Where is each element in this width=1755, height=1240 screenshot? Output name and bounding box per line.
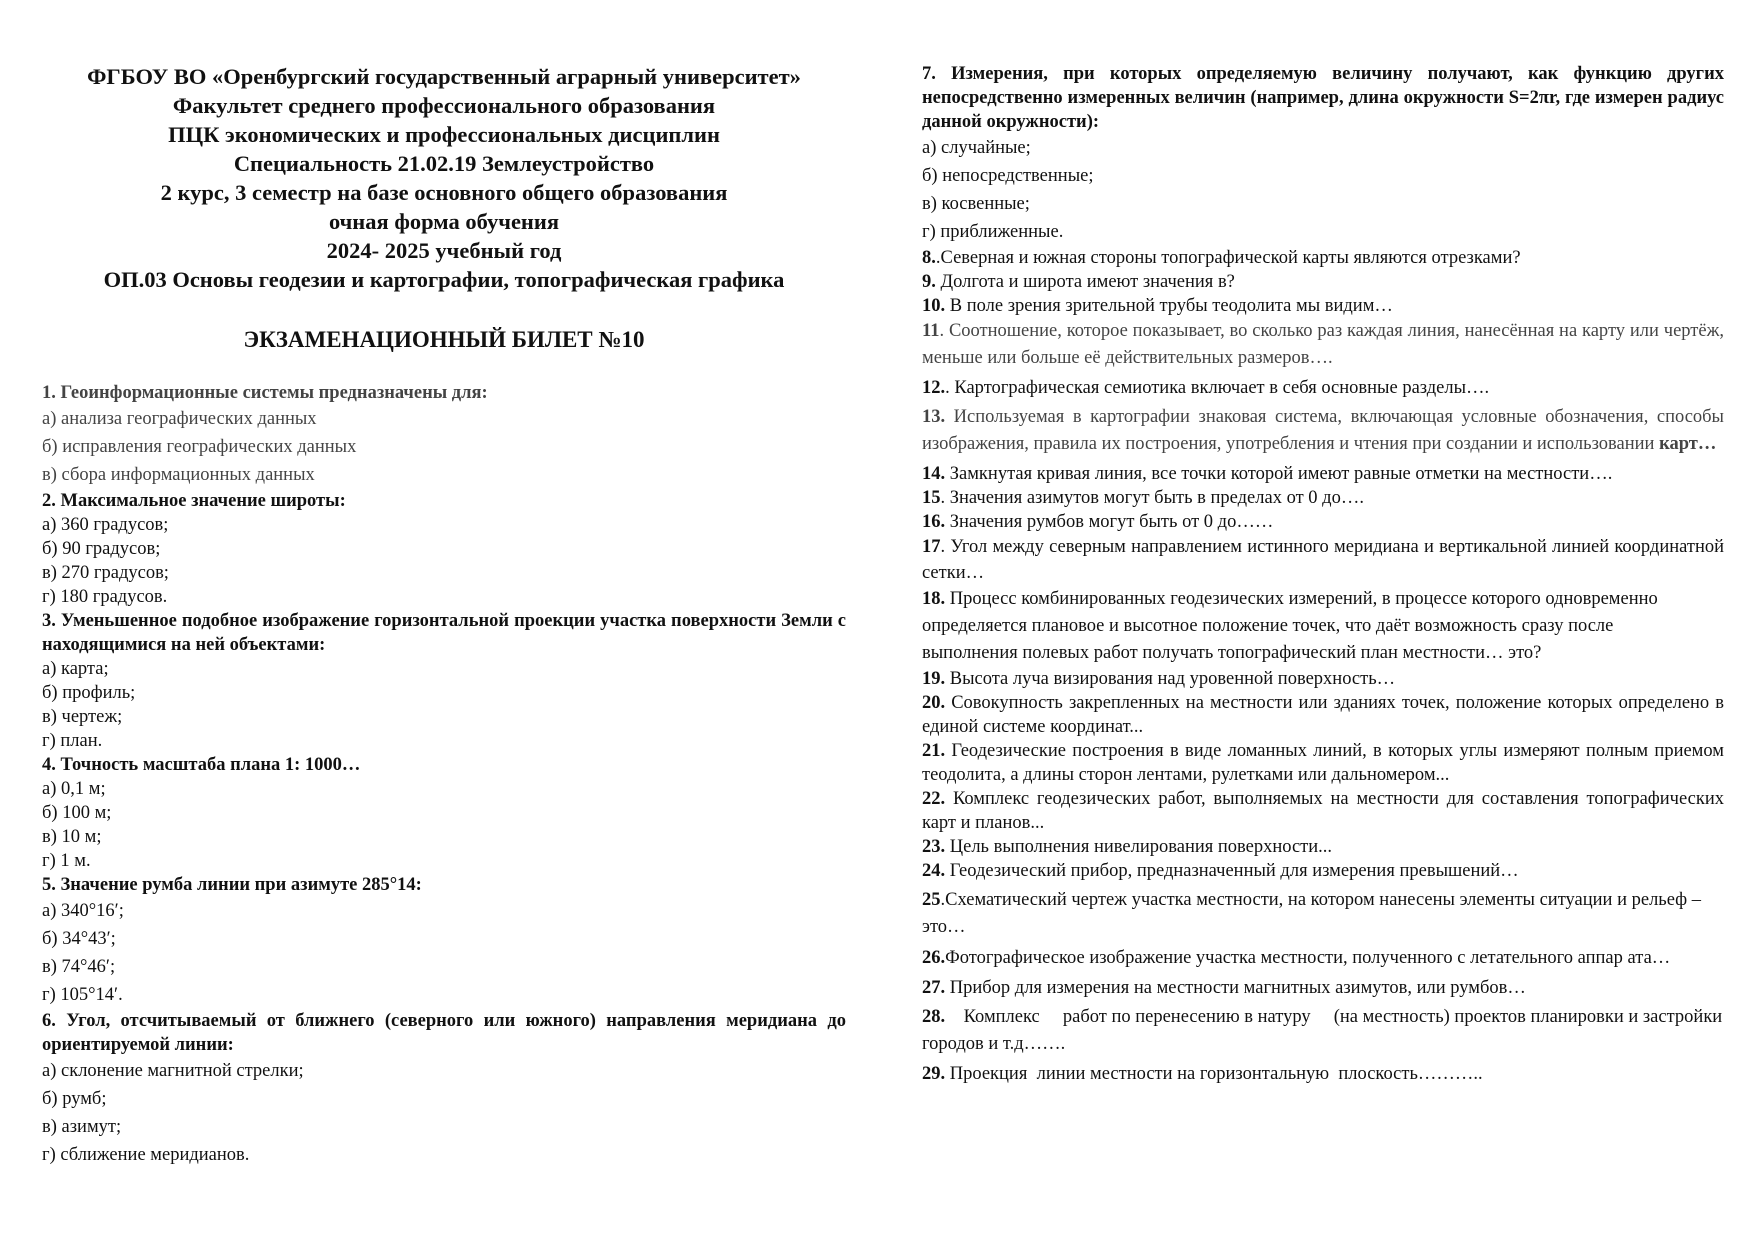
question-number: 18. — [922, 589, 946, 609]
question-7 — [922, 62, 1724, 246]
question-text: Прибор для измерения на местности магнитных азимутов, или румбов… — [945, 978, 1526, 998]
answer-option: в) 270 градусов; — [42, 563, 169, 583]
question-text: .Северная и южная стороны топографической карты являются отрезками? — [935, 248, 1521, 268]
question-6 — [42, 1009, 846, 1169]
answer-option: б) непосредственные; — [922, 166, 1094, 186]
question-number: 19. — [922, 669, 946, 689]
question-number: 16. — [922, 512, 946, 532]
question-number: 29. — [922, 1064, 946, 1084]
question-text: Геодезические построения в виде ломанных линий, в которых углы измеряют полным приемом теодолита, а длины сторон лентами, рулетками или дальномером... — [922, 741, 1724, 785]
answer-option: в) чертеж; — [42, 707, 123, 727]
question-5 — [42, 873, 846, 1009]
question-1 — [42, 381, 846, 489]
question-text: Комплекс геодезических работ, выполняемых на местности для составления топографических карт и планов... — [922, 789, 1724, 833]
answer-option: б) 90 градусов; — [42, 539, 161, 559]
question-text: 3. Уменьшенное подобное изображение горизонтальной проекции участка поверхности Земли с находящимися на ней объектами: — [42, 611, 846, 655]
question-8 — [922, 246, 1724, 270]
header-line: Факультет среднего профессионального образования — [172, 93, 716, 118]
question-15 — [922, 486, 1724, 510]
answer-option: б) исправления географических данных — [42, 437, 357, 457]
question-number: 15 — [922, 488, 941, 508]
answer-option: а) 340°16′; — [42, 901, 124, 921]
question-text: 2. Максимальное значение широты: — [42, 491, 346, 511]
ticket-title: ЭКЗАМЕНАЦИОННЫЙ БИЛЕТ №10 — [243, 327, 645, 352]
answer-option: г) план. — [42, 731, 103, 751]
question-29 — [922, 1062, 1724, 1086]
answer-option: в) сбора информационных данных — [42, 465, 315, 485]
question-number: 22. — [922, 789, 946, 809]
question-text: Процесс комбинированных геодезических измерений, в процессе которого одновременно определяется плановое и высотное положение точек, что даёт возможность сразу после выполнения полевых работ получать топографический план местности… это? — [922, 589, 1658, 663]
question-20 — [922, 691, 1724, 739]
question-text: .Схематический чертеж участка местности, на котором нанесены элементы ситуации и рельеф – это… — [922, 890, 1702, 937]
question-text: Совокупность закрепленных на местности или зданиях точек, положение которых определено в единой системе координат... — [922, 693, 1724, 737]
answer-option: г) приближенные. — [922, 222, 1064, 242]
left-column — [42, 62, 846, 1169]
answer-option: а) случайные; — [922, 138, 1031, 158]
question-28 — [922, 1004, 1727, 1058]
question-24 — [922, 859, 1724, 883]
question-16 — [922, 510, 1724, 534]
answer-option: в) косвенные; — [922, 194, 1030, 214]
right-column — [922, 62, 1727, 1086]
header-line: Специальность 21.02.19 Землеустройство — [233, 151, 655, 176]
question-17 — [922, 534, 1724, 586]
question-number: 24. — [922, 861, 946, 881]
question-text-bold-tail: карт… — [1659, 434, 1717, 454]
question-number: 9. — [922, 272, 936, 292]
answer-option: а) 360 градусов; — [42, 515, 169, 535]
question-23 — [922, 835, 1724, 859]
question-number: 11 — [922, 321, 940, 341]
question-number: 14. — [922, 464, 946, 484]
question-13 — [922, 404, 1724, 458]
answer-option: г) 105°14′. — [42, 985, 123, 1005]
document-header — [42, 62, 846, 294]
question-number: 23. — [922, 837, 946, 857]
question-text: Долгота и широта имеют значения в? — [935, 272, 1235, 292]
question-text: 5. Значение румба линии при азимуте 285°14: — [42, 875, 422, 895]
header-line: 2024- 2025 учебный год — [326, 238, 562, 263]
answer-option: в) азимут; — [42, 1117, 122, 1137]
header-line: ПЦК экономических и профессиональных дисциплин — [168, 122, 720, 147]
question-11 — [922, 318, 1724, 372]
question-18 — [922, 586, 1724, 667]
question-number: 8. — [922, 248, 936, 268]
question-text: Используемая в картографии знаковая система, включающая условные обозначения, способы изображения, правила их построения, употребления и чтения при создании и использовании — [922, 407, 1724, 454]
question-2 — [42, 489, 846, 609]
question-text: . Значения азимутов могут быть в пределах от 0 до…. — [940, 488, 1364, 508]
answer-option: б) румб; — [42, 1089, 107, 1109]
answer-option: г) 180 градусов. — [42, 587, 168, 607]
answer-option: б) 100 м; — [42, 803, 112, 823]
answer-option: в) 74°46′; — [42, 957, 116, 977]
question-3 — [42, 609, 846, 753]
question-text: Замкнутая кривая линия, все точки которой имеют равные отметки на местности…. — [945, 464, 1613, 484]
question-text: . Угол между северным направлением истинного меридиана и вертикальной линией координатной сетки… — [922, 537, 1724, 583]
header-line: очная форма обучения — [328, 209, 560, 234]
question-number: 21. — [922, 741, 946, 761]
question-number: 26. — [922, 948, 946, 968]
question-text: Цель выполнения нивелирования поверхности... — [945, 837, 1333, 857]
question-4 — [42, 753, 846, 873]
question-text: 1. Геоинформационные системы предназначены для: — [42, 383, 488, 403]
question-number: 10. — [922, 296, 946, 316]
question-number: 20. — [922, 693, 946, 713]
question-number: 17 — [922, 537, 941, 557]
question-text: 7. Измерения, при которых определяемую величину получают, как функцию других непосредственно измеренных величин (например, длина окружности S=2πr, где измерен радиус данной окружности): — [922, 64, 1724, 132]
question-text: Высота луча визирования над уровенной поверхность… — [945, 669, 1396, 689]
answer-option: а) 0,1 м; — [42, 779, 106, 799]
answer-option: а) анализа географических данных — [42, 409, 317, 429]
question-text: Комплекс работ по перенесению в натуру (на местность) проектов планировки и застройки городов и т.д……. — [922, 1007, 1727, 1054]
question-number: 27. — [922, 978, 946, 998]
question-14 — [922, 462, 1724, 486]
question-number: 12. — [922, 378, 946, 398]
question-text: . Картографическая семиотика включает в себя основные разделы…. — [945, 378, 1490, 398]
question-text: В поле зрения зрительной трубы теодолита мы видим… — [945, 296, 1393, 316]
question-25 — [922, 887, 1724, 941]
question-text: Фотографическое изображение участка местности, полученного с летательного аппар ата… — [945, 948, 1671, 968]
answer-option: а) карта; — [42, 659, 109, 679]
header-line: 2 курс, 3 семестр на базе основного общего образования — [160, 180, 728, 205]
question-12 — [922, 376, 1724, 400]
question-9 — [922, 270, 1724, 294]
question-text: Значения румбов могут быть от 0 до…… — [945, 512, 1274, 532]
question-27 — [922, 976, 1724, 1000]
question-22 — [922, 787, 1724, 835]
question-text: . Соотношение, которое показывает, во сколько раз каждая линия, нанесённая на карту или чертёж, меньше или больше её действительных размеров…. — [922, 321, 1724, 368]
answer-option: б) профиль; — [42, 683, 136, 703]
answer-option: б) 34°43′; — [42, 929, 116, 949]
question-text: 6. Угол, отсчитываемый от ближнего (северного или южного) направления меридиана до ориентируемой линии: — [42, 1011, 846, 1055]
question-number: 28. — [922, 1007, 946, 1027]
question-text: 4. Точность масштаба плана 1: 1000… — [42, 755, 361, 775]
question-text: Геодезический прибор, предназначенный для измерения превышений… — [945, 861, 1519, 881]
question-10 — [922, 294, 1724, 318]
question-26 — [922, 945, 1724, 972]
header-line: ФГБОУ ВО «Оренбургский государственный аграрный университет» — [87, 64, 801, 89]
answer-option: а) склонение магнитной стрелки; — [42, 1061, 304, 1081]
question-number: 25 — [922, 890, 941, 910]
question-text: Проекция линии местности на горизонтальную плоскость……….. — [945, 1064, 1483, 1084]
answer-option: г) сближение меридианов. — [42, 1145, 250, 1165]
question-number: 13. — [922, 407, 946, 427]
answer-option: в) 10 м; — [42, 827, 102, 847]
answer-option: г) 1 м. — [42, 851, 91, 871]
header-line: ОП.03 Основы геодезии и картографии, топографическая графика — [103, 267, 785, 292]
question-19 — [922, 667, 1724, 691]
question-21 — [922, 739, 1724, 787]
